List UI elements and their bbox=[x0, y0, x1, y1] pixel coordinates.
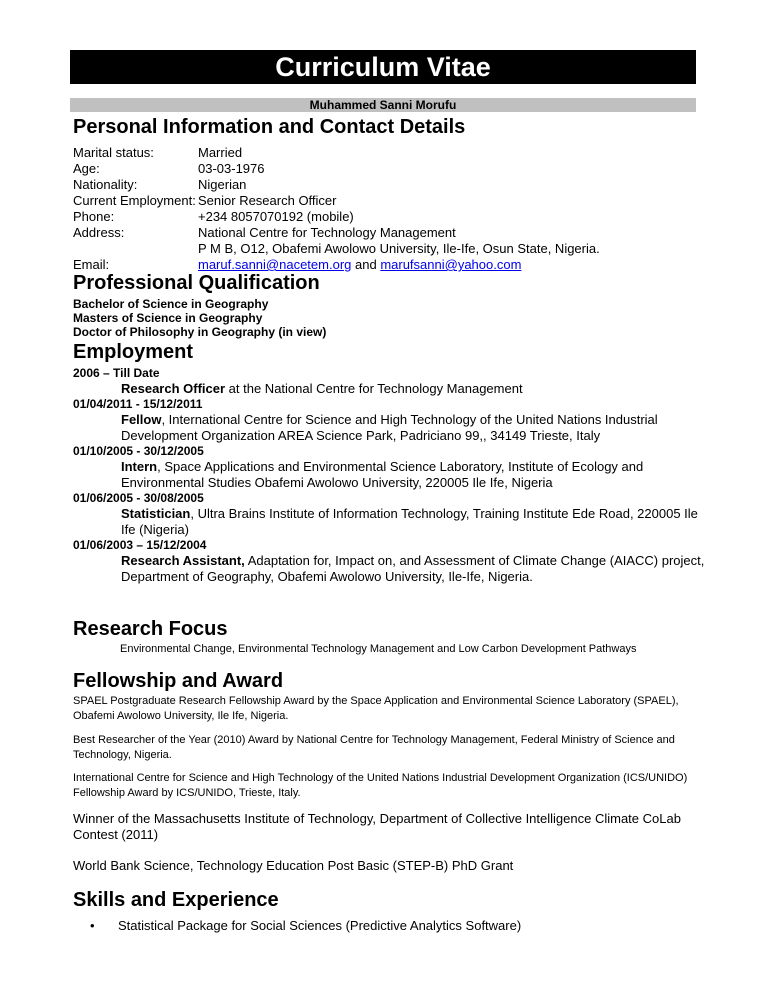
cv-title: Curriculum Vitae bbox=[70, 50, 696, 84]
heading-employment: Employment bbox=[73, 341, 194, 363]
employment-date: 01/04/2011 - 15/12/2011 bbox=[73, 397, 203, 411]
detail-label: Current Employment: bbox=[73, 193, 196, 208]
employment-role: Fellow bbox=[121, 412, 162, 427]
employment-date: 01/06/2003 – 15/12/2004 bbox=[73, 538, 207, 552]
award-item: Winner of the Massachusetts Institute of Technology, Department of Collective Intelligence Climate CoLab Contest (2011) bbox=[73, 811, 681, 842]
qualification-item: Doctor of Philosophy in Geography (in view) bbox=[73, 325, 327, 339]
award-item: SPAEL Postgraduate Research Fellowship Award by the Space Application and Environmental Science Laboratory (SPAEL), Obafemi Awolowo University, Ile Ife, Nigeria. bbox=[73, 695, 679, 722]
person-name: Muhammed Sanni Morufu bbox=[70, 98, 696, 112]
detail-label: Marital status: bbox=[73, 145, 154, 160]
email-joiner: and bbox=[351, 257, 381, 272]
detail-label: Phone: bbox=[73, 209, 115, 224]
employment-description bbox=[121, 506, 713, 538]
qualification-item: Masters of Science in Geography bbox=[73, 311, 263, 325]
skill-text: Statistical Package for Social Sciences (Predictive Analytics Software) bbox=[118, 918, 522, 933]
employment-entry bbox=[73, 366, 713, 397]
employment-entry bbox=[73, 397, 713, 444]
detail-label: Nationality: bbox=[73, 177, 138, 192]
employment-detail: Adaptation for, Impact on, and Assessment of Climate Change (AIACC) project, Department of Geography, Obafemi Awolowo University, Ile-Ife, Nigeria. bbox=[121, 553, 705, 584]
employment-description bbox=[121, 459, 713, 491]
email-value bbox=[198, 257, 521, 273]
employment-role: Statistician bbox=[121, 506, 191, 521]
detail-value: Senior Research Officer bbox=[198, 193, 337, 208]
heading-fellowship: Fellowship and Award bbox=[73, 670, 284, 692]
employment-date: 01/06/2005 - 30/08/2005 bbox=[73, 491, 204, 505]
employment-date: 2006 – Till Date bbox=[73, 366, 160, 380]
employment-description bbox=[121, 381, 713, 397]
detail-value: Nigerian bbox=[198, 177, 247, 192]
employment-detail: , Space Applications and Environmental Science Laboratory, Institute of Ecology and Environmental Studies Obafemi Awolowo University, 220005 Ile Ife, Nigeria bbox=[121, 459, 644, 490]
employment-role: Intern bbox=[121, 459, 158, 474]
email-label: Email: bbox=[73, 257, 110, 272]
email-link-1[interactable]: maruf.sanni@nacetem.org bbox=[198, 257, 352, 272]
heading-personal-info: Personal Information and Contact Details bbox=[73, 116, 466, 138]
employment-entry bbox=[73, 444, 713, 491]
employment-description bbox=[121, 553, 713, 585]
employment-list bbox=[73, 366, 713, 585]
detail-value: P M B, O12, Obafemi Awolowo University, Ile-Ife, Osun State, Nigeria. bbox=[198, 241, 600, 256]
employment-detail: , International Centre for Science and High Technology of the United Nations Industrial Development Organization AREA Science Park, Padriciano 99,, 34149 Trieste, Italy bbox=[121, 412, 658, 443]
employment-description bbox=[121, 412, 713, 444]
employment-role: Research Assistant, bbox=[121, 553, 245, 568]
employment-detail: , Ultra Brains Institute of Information Technology, Training Institute Ede Road, 220005 Ile Ife (Nigeria) bbox=[121, 506, 698, 537]
award-item: World Bank Science, Technology Education Post Basic (STEP-B) PhD Grant bbox=[73, 858, 514, 873]
skill-item bbox=[90, 918, 521, 934]
bullet-icon: • bbox=[90, 918, 95, 933]
research-focus-text: Environmental Change, Environmental Technology Management and Low Carbon Development Pathways bbox=[120, 643, 637, 655]
employment-detail: at the National Centre for Technology Management bbox=[225, 381, 523, 396]
qualification-list bbox=[73, 297, 326, 339]
detail-label: Address: bbox=[73, 225, 125, 240]
email-link-2[interactable]: marufsanni@yahoo.com bbox=[380, 257, 522, 272]
heading-qualification: Professional Qualification bbox=[73, 272, 320, 294]
employment-date: 01/10/2005 - 30/12/2005 bbox=[73, 444, 204, 458]
detail-value: 03-03-1976 bbox=[198, 161, 265, 176]
qualification-item: Bachelor of Science in Geography bbox=[73, 297, 269, 311]
employment-entry bbox=[73, 538, 713, 585]
award-item: Best Researcher of the Year (2010) Award by National Centre for Technology Management, Federal Ministry of Science and Technology, Nigeria. bbox=[73, 734, 675, 761]
employment-entry bbox=[73, 491, 713, 538]
heading-skills: Skills and Experience bbox=[73, 889, 279, 911]
detail-value: +234 8057070192 (mobile) bbox=[198, 209, 354, 224]
employment-role: Research Officer bbox=[121, 381, 226, 396]
detail-label: Age: bbox=[73, 161, 100, 176]
detail-value: National Centre for Technology Management bbox=[198, 225, 456, 240]
award-item: International Centre for Science and High Technology of the United Nations Industrial Development Organization (ICS/UNIDO) Fellowship Award by ICS/UNIDO, Trieste, Italy. bbox=[73, 772, 688, 799]
heading-research-focus: Research Focus bbox=[73, 618, 228, 640]
skills-list bbox=[90, 918, 521, 934]
detail-value: Married bbox=[198, 145, 243, 160]
